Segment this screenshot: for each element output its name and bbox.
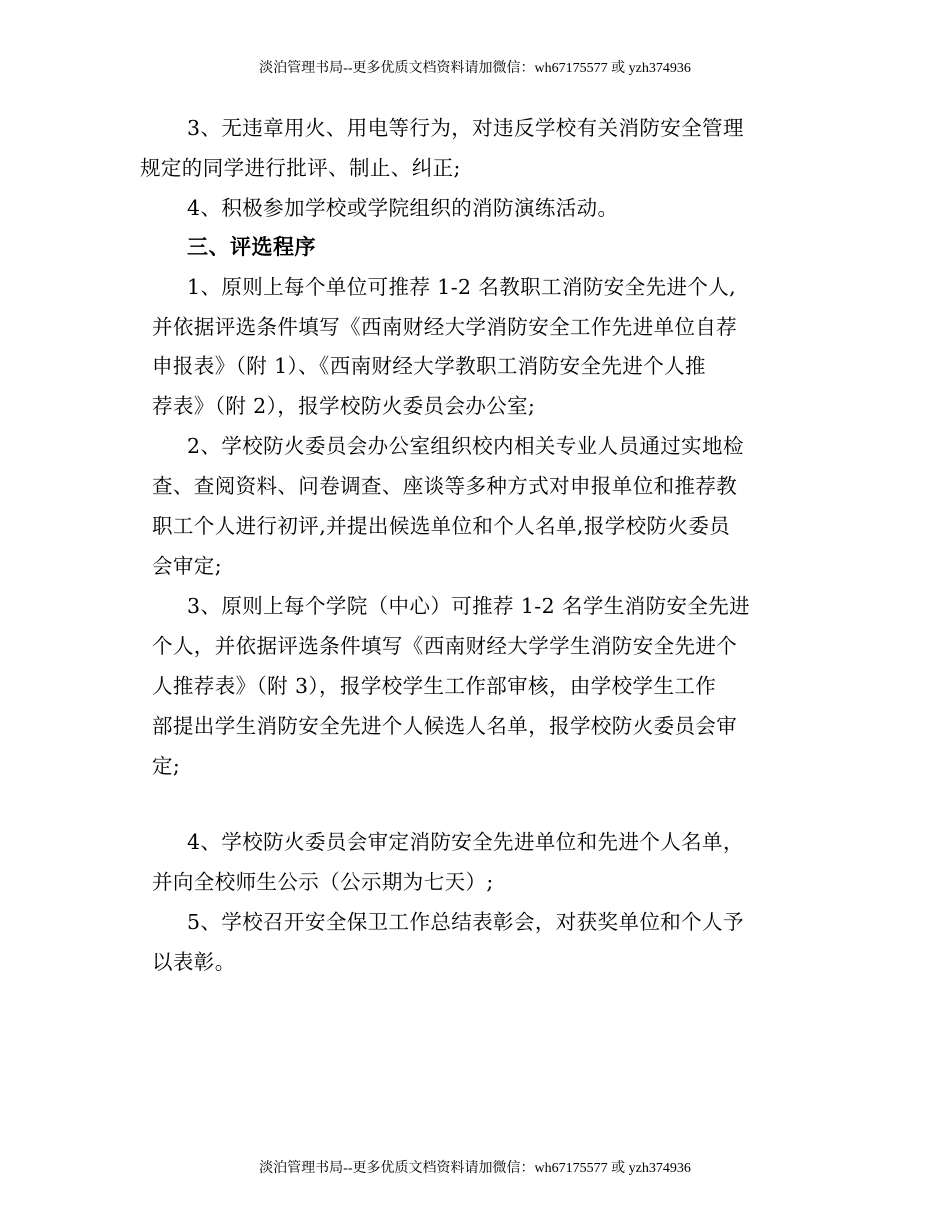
page-footer: 淡泊管理书局--更多优质文档资料请加微信：wh67175577 或 yzh374936 bbox=[259, 1161, 691, 1176]
paragraph-line: 5、学校召开安全保卫工作总结表彰会，对获奖单位和个人予 bbox=[187, 910, 744, 934]
paragraph-line: 申报表》（附 1）、《西南财经大学教职工消防安全先进个人推 bbox=[152, 354, 706, 378]
page-header: 淡泊管理书局--更多优质文档资料请加微信：wh67175577 或 yzh374936 bbox=[259, 61, 691, 76]
paragraph-line: 职工个人进行初评,并提出候选单位和个人名单,报学校防火委员 bbox=[152, 514, 731, 538]
paragraph-line: 3、原则上每个学院（中心）可推荐 1-2 名学生消防安全先进 bbox=[187, 594, 751, 618]
paragraph-line: 3、无违章用火、用电等行为，对违反学校有关消防安全管理 bbox=[187, 116, 744, 140]
paragraph-line: 荐表》（附 2），报学校防火委员会办公室; bbox=[152, 394, 536, 418]
paragraph-line: 会审定; bbox=[152, 554, 223, 578]
paragraph-line: 以表彰。 bbox=[152, 950, 236, 974]
paragraph-line: 定; bbox=[152, 754, 181, 778]
paragraph-line: 部提出学生消防安全先进个人候选人名单，报学校防火委员会审 bbox=[152, 714, 738, 738]
paragraph-line: 并向全校师生公示（公示期为七天）; bbox=[152, 870, 494, 894]
paragraph-line: 4、学校防火委员会审定消防安全先进单位和先进个人名单， bbox=[187, 830, 744, 854]
section-heading: 三、评选程序 bbox=[187, 235, 316, 259]
paragraph-line: 规定的同学进行批评、制止、纠正; bbox=[140, 156, 461, 180]
paragraph-line: 并依据评选条件填写《西南财经大学消防安全工作先进单位自荐 bbox=[152, 315, 738, 339]
paragraph-line: 个人，并依据评选条件填写《西南财经大学学生消防安全先进个 bbox=[152, 634, 738, 658]
paragraph-line: 人推荐表》（附 3），报学校学生工作部审核，由学校学生工作 bbox=[152, 674, 717, 698]
paragraph-line: 查、查阅资料、问卷调查、座谈等多种方式对申报单位和推荐教 bbox=[152, 474, 738, 498]
paragraph-line: 4、积极参加学校或学院组织的消防演练活动。 bbox=[187, 196, 619, 220]
paragraph-line: 2、学校防火委员会办公室组织校内相关专业人员通过实地检 bbox=[187, 434, 744, 458]
paragraph-line: 1、原则上每个单位可推荐 1-2 名教职工消防安全先进个人, bbox=[187, 275, 737, 299]
